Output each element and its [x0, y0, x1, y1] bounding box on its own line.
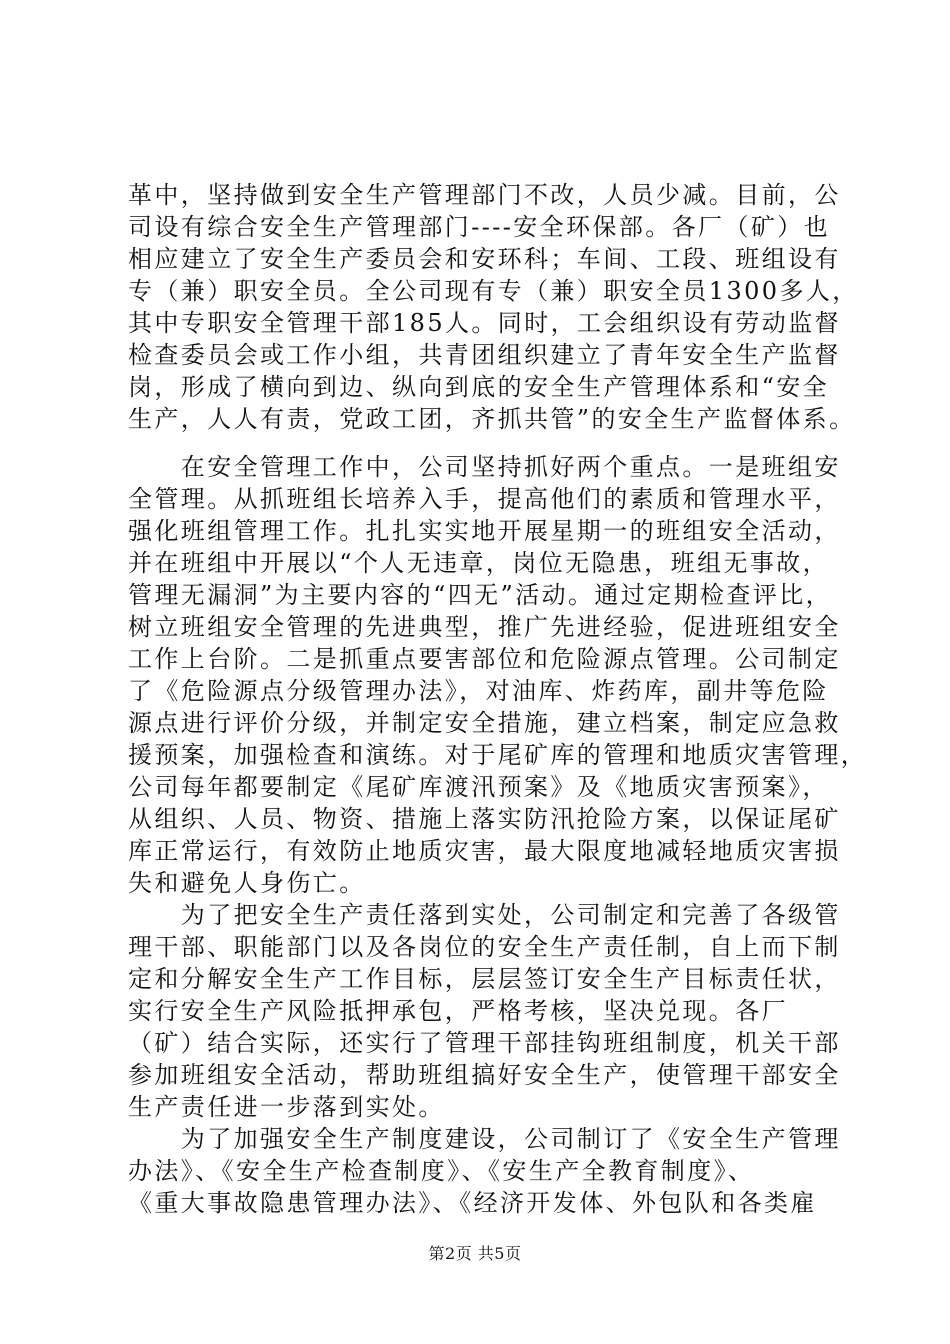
- text-line: 管理无漏洞”为主要内容的“四无”活动。通过定期检查评比，: [128, 581, 833, 609]
- text-line: 定和分解安全生产工作目标，层层签订安全生产目标责任状，: [128, 965, 841, 993]
- text-line: 检查委员会或工作小组，共青团组织建立了青年安全生产监督: [128, 341, 841, 369]
- text-line: 理干部、职能部门以及各岗位的安全生产责任制，自上而下制: [128, 933, 841, 961]
- text-line: 从组织、人员、物资、措施上落实防汛抢险方案，以保证尾矿: [128, 805, 841, 833]
- text-line: 在安全管理工作中，公司坚持抓好两个重点。一是班组安: [128, 453, 841, 481]
- text-line: 司设有综合安全生产管理部门----安全环保部。各厂（矿）也: [128, 213, 831, 241]
- text-line: 并在班组中开展以“个人无违章，岗位无隐患，班组无事故，: [128, 549, 830, 577]
- text-line: 革中，坚持做到安全生产管理部门不改，人员少减。目前，公: [128, 181, 841, 209]
- text-line: 参加班组安全活动，帮助班组搞好安全生产，使管理干部安全: [128, 1061, 841, 1089]
- text-line: 生产，人人有责，党政工团，齐抓共管”的安全生产监督体系。: [128, 405, 856, 433]
- text-line: 为了把安全生产责任落到实处，公司制定和完善了各级管: [128, 901, 841, 929]
- text-line: 《重大事故隐患管理办法》、《经济开发体、外包队和各类雇: [128, 1189, 817, 1217]
- text-line: 专（兼）职安全员。全公司现有专（兼）职安全员1300多人，: [128, 277, 859, 305]
- text-line: 实行安全生产风险抵押承包，严格考核，坚决兑现。各厂: [128, 997, 788, 1025]
- text-line: 强化班组管理工作。扎扎实实地开展星期一的班组安全活动，: [128, 517, 841, 545]
- text-line: 为了加强安全生产制度建设，公司制订了《安全生产管理: [128, 1125, 841, 1153]
- text-line: 办法》、《安全生产检查制度》、《安生产全教育制度》、: [128, 1157, 755, 1185]
- text-line: 公司每年都要制定《尾矿库渡汛预案》及《地质灾害预案》，: [128, 773, 829, 801]
- text-line: 相应建立了安全生产委员会和安环科；车间、工段、班组设有: [128, 245, 841, 273]
- text-line: 其中专职安全管理干部185人。同时，工会组织设有劳动监督: [128, 309, 842, 337]
- text-line: 工作上台阶。二是抓重点要害部位和危险源点管理。公司制定: [128, 645, 841, 673]
- text-line: 援预案，加强检查和演练。对于尾矿库的管理和地质灾害管理，: [128, 741, 868, 769]
- text-line: （矿）结合实际，还实行了管理干部挂钩班组制度，机关干部: [128, 1029, 841, 1057]
- text-line: 库正常运行，有效防止地质灾害，最大限度地减轻地质灾害损: [128, 837, 841, 865]
- text-line: 了《危险源点分级管理办法》，对油库、炸药库，副井等危险: [128, 677, 829, 705]
- text-line: 树立班组安全管理的先进典型，推广先进经验，促进班组安全: [128, 613, 841, 641]
- page-number-footer: 第2页 共5页: [428, 1244, 522, 1263]
- text-line: 失和避免人身伤亡。: [128, 869, 366, 897]
- text-line: 岗，形成了横向到边、纵向到底的安全生产管理体系和“安全: [128, 373, 830, 401]
- text-line: 全管理。从抓班组长培养入手，提高他们的素质和管理水平，: [128, 485, 841, 513]
- text-line: 生产责任进一步落到实处。: [128, 1093, 445, 1121]
- text-line: 源点进行评价分级，并制定安全措施，建立档案，制定应急救: [128, 709, 841, 737]
